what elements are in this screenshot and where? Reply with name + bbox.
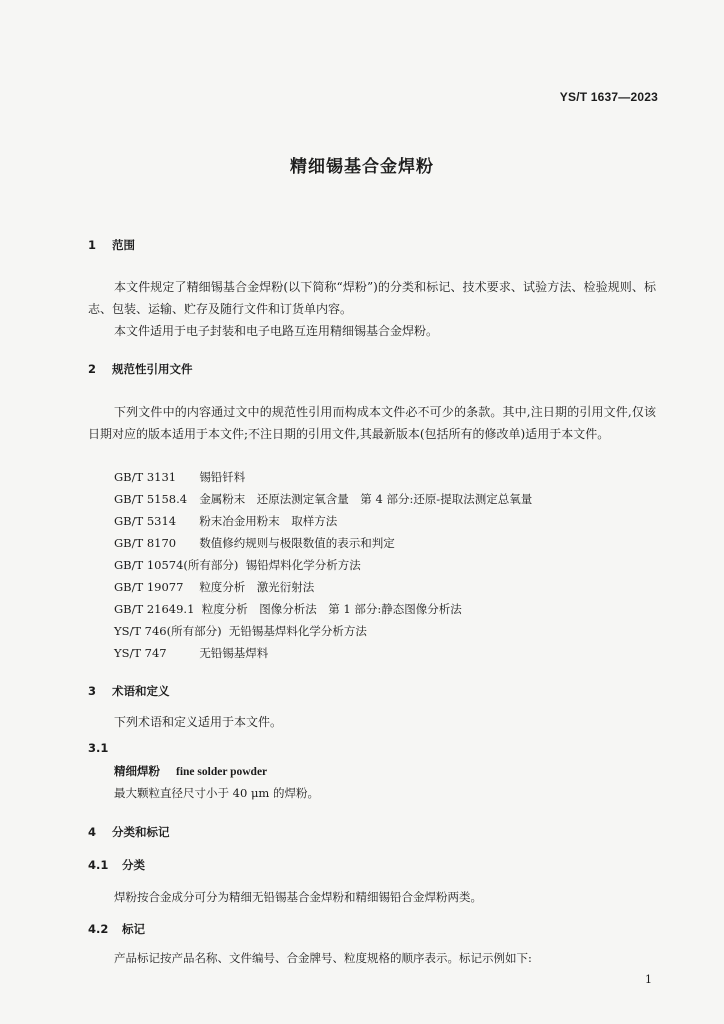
subsection-title: 分类 (122, 858, 146, 872)
reference-item (114, 491, 532, 507)
reference-item (114, 469, 245, 485)
reference-item (114, 645, 268, 661)
reference-name: 无铅锡基焊料 (199, 646, 269, 660)
section-title: 术语和定义 (112, 684, 170, 698)
subsection-4-1-heading (88, 857, 145, 873)
document-code: YS/T 1637—2023 (559, 90, 658, 104)
reference-item (114, 513, 337, 529)
section-title: 范围 (112, 238, 136, 252)
section-1-heading (88, 237, 135, 253)
reference-name: 锡铅焊料化学分析方法 (245, 558, 361, 572)
reference-item (114, 535, 395, 551)
section-title: 分类和标记 (112, 825, 170, 839)
reference-name: 数值修约规则与极限数值的表示和判定 (199, 536, 395, 550)
subsection-4-2-heading (88, 921, 145, 937)
reference-item (114, 579, 314, 595)
reference-name: 粒度分析 图像分析法 第 1 部分:静态图像分析法 (201, 602, 462, 616)
subsection-title: 标记 (122, 922, 146, 936)
page-number: 1 (645, 973, 652, 986)
reference-item (114, 557, 361, 573)
subsection-number: 4.1 (88, 858, 109, 872)
section-1-paragraph-2: 本文件适用于电子封装和电子电路互连用精细锡基合金焊粉。 (114, 324, 439, 338)
section-3-paragraph-1: 下列术语和定义适用于本文件。 (114, 715, 283, 729)
reference-code: GB/T 8170 (114, 536, 177, 550)
term-definition: 最大颗粒直径尺寸小于 40 μm 的焊粉。 (114, 786, 319, 800)
reference-item (114, 601, 462, 617)
term-english: fine solder powder (176, 766, 268, 778)
reference-code: GB/T 19077 (114, 580, 184, 594)
document-title: 精细锡基合金焊粉 (290, 157, 434, 177)
reference-item (114, 623, 367, 639)
reference-code: GB/T 5158.4 (114, 492, 188, 506)
reference-code: GB/T 21649.1 (114, 602, 195, 616)
subsection-number: 4.2 (88, 922, 109, 936)
reference-code: YS/T 747 (114, 646, 167, 660)
section-2-paragraph-1: 下列文件中的内容通过文中的规范性引用而构成本文件必不可少的条款。其中,注日期的引用文件,仅该日期对应的版本适用于本文件;不注日期的引用文件,其最新版本(包括所有的修改单)适用于本文件。 (88, 405, 656, 441)
reference-name: 无铅锡基焊料化学分析方法 (228, 624, 367, 638)
term-chinese: 精细焊粉 (114, 764, 160, 778)
section-3-heading (88, 683, 170, 699)
section-number: 4 (88, 825, 97, 839)
reference-name: 锡铅钎料 (199, 470, 246, 484)
section-title: 规范性引用文件 (112, 362, 193, 376)
reference-code: GB/T 3131 (114, 470, 177, 484)
subsection-4-1-text: 焊粉按合金成分可分为精细无铅锡基合金焊粉和精细锡铅合金焊粉两类。 (114, 890, 482, 904)
section-4-heading (88, 824, 170, 840)
section-number: 1 (88, 238, 97, 252)
reference-code: GB/T 5314 (114, 514, 177, 528)
section-1-paragraph-1: 本文件规定了精细锡基合金焊粉(以下简称“焊粉”)的分类和标记、技术要求、试验方法、检验规则、标志、包装、运输、贮存及随行文件和订货单内容。 (88, 280, 656, 316)
reference-name: 粉末冶金用粉末 取样方法 (199, 514, 338, 528)
reference-name: 粒度分析 激光衍射法 (199, 580, 315, 594)
term-entry (114, 763, 267, 779)
subsection-3-1-number: 3.1 (88, 741, 109, 755)
reference-name: 金属粉末 还原法测定氧含量 第 4 部分:还原-提取法测定总氧量 (199, 492, 533, 506)
reference-code: GB/T 10574(所有部分) (114, 558, 239, 572)
section-number: 2 (88, 362, 97, 376)
reference-code: YS/T 746(所有部分) (114, 624, 222, 638)
subsection-4-2-text: 产品标记按产品名称、文件编号、合金牌号、粒度规格的顺序表示。标记示例如下: (114, 951, 532, 965)
section-number: 3 (88, 684, 97, 698)
section-2-heading (88, 361, 193, 377)
